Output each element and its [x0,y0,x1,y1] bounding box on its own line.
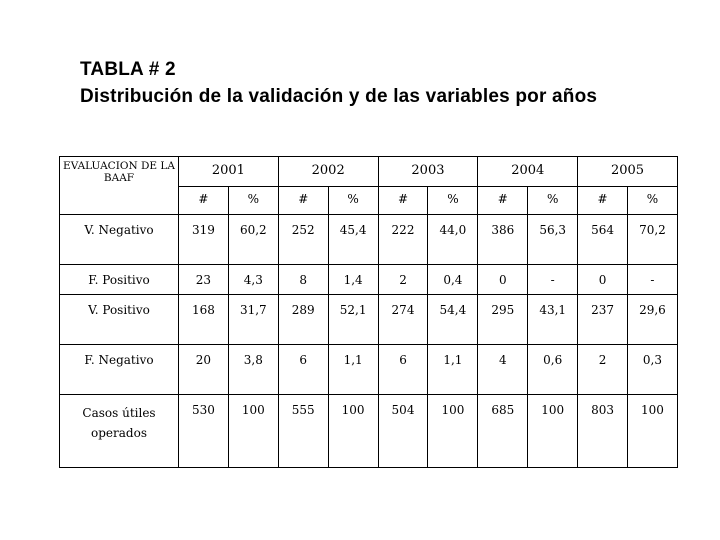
sub-header-count: # [378,187,428,215]
sub-header-percent: % [328,187,378,215]
cell: 289 [278,295,328,345]
cell: - [628,265,678,295]
table-row [60,345,678,395]
cell: 100 [628,395,678,468]
year-header: 2005 [578,157,678,187]
cell: 237 [578,295,628,345]
cell: 100 [428,395,478,468]
cell: 100 [328,395,378,468]
cell: 3,8 [228,345,278,395]
table-row [60,395,678,468]
cell: 685 [478,395,528,468]
cell: 100 [228,395,278,468]
cell: 386 [478,215,528,265]
cell: 45,4 [328,215,378,265]
validation-table [59,156,678,468]
cell: 504 [378,395,428,468]
cell: 54,4 [428,295,478,345]
cell: 4,3 [228,265,278,295]
cell: 530 [179,395,229,468]
year-header: 2001 [179,157,279,187]
cell: 0 [578,265,628,295]
sub-header-percent: % [428,187,478,215]
cell: 168 [179,295,229,345]
cell: 20 [179,345,229,395]
cell: 222 [378,215,428,265]
cell: 803 [578,395,628,468]
sub-header-percent: % [228,187,278,215]
cell: 56,3 [528,215,578,265]
cell: 29,6 [628,295,678,345]
cell: 2 [378,265,428,295]
cell: 44,0 [428,215,478,265]
cell: 564 [578,215,628,265]
cell: - [528,265,578,295]
cell: 0,4 [428,265,478,295]
year-header: 2003 [378,157,478,187]
cell: 8 [278,265,328,295]
row-label: V. Positivo [60,295,179,345]
row-label: Casos útiles operados [60,395,179,468]
table-row [60,215,678,265]
cell: 60,2 [228,215,278,265]
cell: 70,2 [628,215,678,265]
cell: 6 [278,345,328,395]
cell: 555 [278,395,328,468]
cell: 43,1 [528,295,578,345]
year-header: 2004 [478,157,578,187]
cell: 0,3 [628,345,678,395]
cell: 52,1 [328,295,378,345]
cell: 1,4 [328,265,378,295]
cell: 295 [478,295,528,345]
corner-header: EVALUACION DE LA BAAF [60,157,179,215]
table-title [80,56,597,110]
table-row [60,295,678,345]
cell: 4 [478,345,528,395]
sub-header-count: # [578,187,628,215]
cell: 1,1 [428,345,478,395]
cell: 319 [179,215,229,265]
sub-header-percent: % [628,187,678,215]
table-row [60,265,678,295]
cell: 0,6 [528,345,578,395]
sub-header-percent: % [528,187,578,215]
row-label: V. Negativo [60,215,179,265]
cell: 274 [378,295,428,345]
cell: 100 [528,395,578,468]
sub-header-count: # [179,187,229,215]
title-line-2: Distribución de la validación y de las variables por años [80,86,598,107]
row-label: F. Positivo [60,265,179,295]
cell: 6 [378,345,428,395]
cell: 252 [278,215,328,265]
title-line-1: TABLA # 2 [80,59,176,80]
cell: 2 [578,345,628,395]
cell: 1,1 [328,345,378,395]
year-header: 2002 [278,157,378,187]
cell: 0 [478,265,528,295]
row-label: F. Negativo [60,345,179,395]
sub-header-count: # [278,187,328,215]
sub-header-count: # [478,187,528,215]
cell: 31,7 [228,295,278,345]
cell: 23 [179,265,229,295]
